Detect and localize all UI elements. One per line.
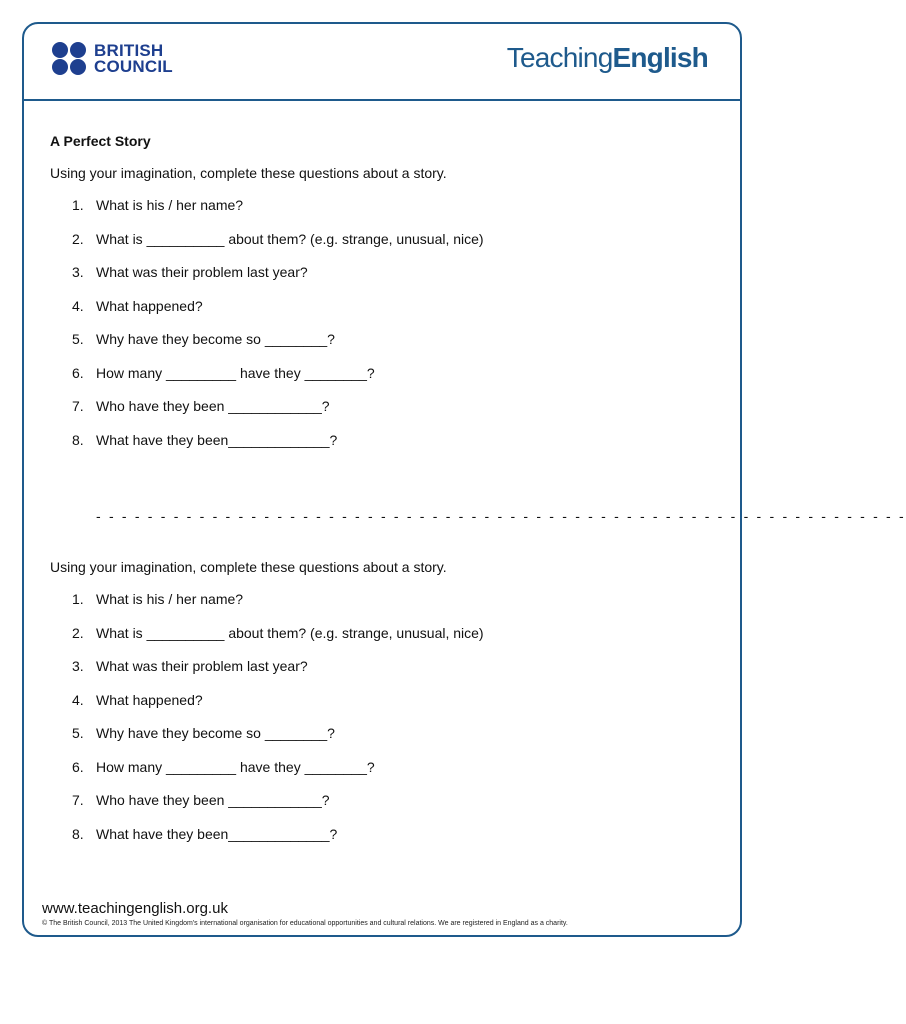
question-text: What happened? (96, 691, 203, 708)
question-number: 4. (72, 297, 84, 314)
question-text: How many _________ have they ________? (96, 364, 375, 381)
instruction-2: Using your imagination, complete these questions about a story. (50, 559, 447, 575)
teaching-english-logo (507, 42, 708, 74)
question-number: 8. (72, 825, 84, 842)
question-number: 2. (72, 230, 84, 247)
question-text: Why have they become so ________? (96, 331, 335, 347)
question-text: What happened? (96, 297, 203, 314)
question-text: What have they been_____________? (96, 825, 338, 842)
question-number: 5. (72, 725, 84, 741)
question-text: What was their problem last year? (96, 264, 308, 280)
logo-text-line2: COUNCIL (94, 57, 173, 76)
question-number: 7. (72, 398, 84, 414)
question-text: Who have they been ____________? (96, 398, 330, 414)
question-number: 4. (72, 691, 84, 708)
instruction-1: Using your imagination, complete these questions about a story. (50, 165, 447, 181)
question-text: What is his / her name? (96, 197, 244, 213)
question-number: 3. (72, 264, 84, 280)
website-url: www.teachingenglish.org.uk (42, 900, 228, 917)
question-text: How many _________ have they ________? (96, 758, 375, 775)
question-number: 2. (72, 624, 84, 641)
question-text: What is __________ about them? (e.g. strange, unusual, nice) (96, 230, 484, 247)
copyright-notice: © The British Council, 2013 The United Kingdom's international organisation for educational opportunities and cultural relations. We are registered in England as a charity. (42, 920, 568, 927)
question-text: What is __________ about them? (e.g. strange, unusual, nice) (96, 624, 484, 641)
british-council-logo (52, 42, 173, 76)
question-number: 5. (72, 331, 84, 347)
worksheet-title: A Perfect Story (50, 133, 151, 149)
te-logo-part1: Teaching (506, 42, 613, 73)
question-text: What have they been_____________? (96, 431, 338, 448)
question-number: 3. (72, 658, 84, 674)
question-number: 8. (72, 431, 84, 448)
question-text: Who have they been ____________? (96, 792, 330, 808)
question-number: 6. (72, 758, 84, 775)
logo-dots-icon (52, 42, 88, 76)
question-number: 7. (72, 792, 84, 808)
logo-text-line1: BRITISH (94, 41, 164, 60)
cut-line: - - - - - - - - - - - - - - - - - - - - - - - - - - - - - - - - - - - - - - - - - - - - - - - - - - - - - - - - - - - - - - - (96, 508, 906, 524)
question-text: What is his / her name? (96, 591, 244, 607)
question-text: What was their problem last year? (96, 658, 308, 674)
question-number: 1. (72, 197, 84, 213)
header-divider (24, 99, 740, 101)
question-number: 1. (72, 591, 84, 607)
question-text: Why have they become so ________? (96, 725, 335, 741)
question-number: 6. (72, 364, 84, 381)
te-logo-part2: English (612, 42, 708, 73)
